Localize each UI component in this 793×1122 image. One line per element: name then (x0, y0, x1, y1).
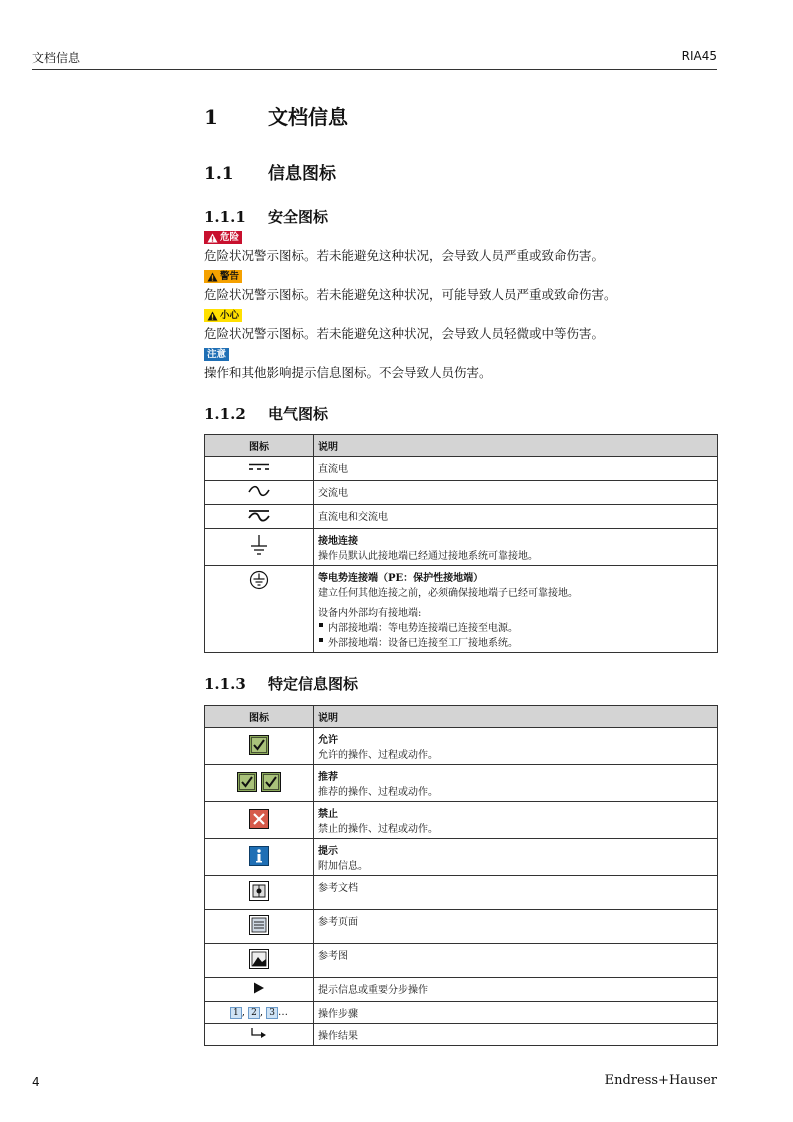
forbidden-icon (249, 809, 269, 829)
ac-dc-desc: 直流电和交流电 (314, 505, 718, 529)
ac-desc: 交流电 (314, 481, 718, 505)
ac-icon (248, 485, 270, 497)
warning-triangle-icon (207, 272, 218, 282)
reference-graphic-desc: 参考图 (314, 944, 718, 978)
notice-badge: 注意 (204, 348, 229, 361)
page-number: 4 (32, 1075, 40, 1089)
header-doc-id: RIA45 (681, 49, 717, 63)
result-arrow-icon (250, 1028, 268, 1038)
dc-desc: 直流电 (314, 457, 718, 481)
warning-triangle-icon (207, 233, 218, 243)
col-header-symbol: 图标 (205, 435, 314, 457)
dc-icon (248, 462, 270, 472)
header-rule (32, 69, 717, 70)
reference-page-icon (249, 915, 269, 935)
play-arrow-icon (253, 982, 265, 994)
specific-symbols-table (204, 705, 718, 1046)
preferred-desc: 推荐 推荐的操作、过程或动作。 (314, 765, 718, 802)
brand-name: Endress+Hauser (604, 1073, 717, 1088)
ground-icon (249, 535, 269, 557)
caution-badge: 小心 (204, 309, 242, 322)
info-icon (249, 846, 269, 866)
electrical-symbols-table (204, 434, 718, 653)
tip-desc: 提示 附加信息。 (314, 839, 718, 876)
warning-badge: 警告 (204, 270, 242, 283)
notice-step-desc: 提示信息或重要分步操作 (314, 978, 718, 1002)
result-desc: 操作结果 (314, 1024, 718, 1046)
permitted-icon (249, 735, 269, 755)
caution-text: 危险状况警示图标。若未能避免这种状况，会导致人员轻微或中等伤害。 (204, 326, 605, 341)
reference-page-desc: 参考页面 (314, 910, 718, 944)
subsection-title-specific: 1.1.3 特定信息图标 (204, 675, 359, 693)
col-header-meaning: 说明 (314, 435, 718, 457)
warning-text: 危险状况警示图标。若未能避免这种状况，可能导致人员严重或致命伤害。 (204, 287, 617, 302)
reference-document-desc: 参考文档 (314, 876, 718, 910)
warning-triangle-icon (207, 311, 218, 321)
notice-text: 操作和其他影响提示信息图标。不会导致人员伤害。 (204, 365, 492, 380)
step-numbers: 1 , 2 , 3 … (205, 1002, 314, 1024)
reference-graphic-icon (249, 949, 269, 969)
preferred-icon (237, 772, 281, 792)
permitted-desc: 允许 允许的操作、过程或动作。 (314, 728, 718, 765)
protective-earth-icon (249, 570, 269, 590)
steps-desc: 操作步骤 (314, 1002, 718, 1024)
header-section: 文档信息 (32, 51, 81, 65)
danger-badge: 危险 (204, 231, 242, 244)
pe-desc: 等电势连接端（PE：保护性接地端） 建立任何其他连接之前，必须确保接地端子已经可靠接地。 设备内外部均有接地端: 内部接地端：等电势连接端已连接至电源。 外部接地端：设备已连接至工厂接地系统。 (314, 566, 718, 653)
col-header-meaning: 说明 (314, 706, 718, 728)
section-title: 1.1 信息图标 (204, 164, 336, 184)
ac-dc-icon (248, 508, 270, 522)
danger-text: 危险状况警示图标。若未能避免这种状况，会导致人员严重或致命伤害。 (204, 248, 605, 263)
subsection-title-electrical: 1.1.2 电气图标 (204, 405, 329, 423)
chapter-title: 1 文档信息 (204, 105, 348, 129)
col-header-symbol: 图标 (205, 706, 314, 728)
ground-desc: 接地连接 操作员默认此接地端已经通过接地系统可靠接地。 (314, 529, 718, 566)
forbidden-desc: 禁止 禁止的操作、过程或动作。 (314, 802, 718, 839)
subsection-title-safety: 1.1.1 安全图标 (204, 208, 329, 226)
reference-document-icon (249, 881, 269, 901)
